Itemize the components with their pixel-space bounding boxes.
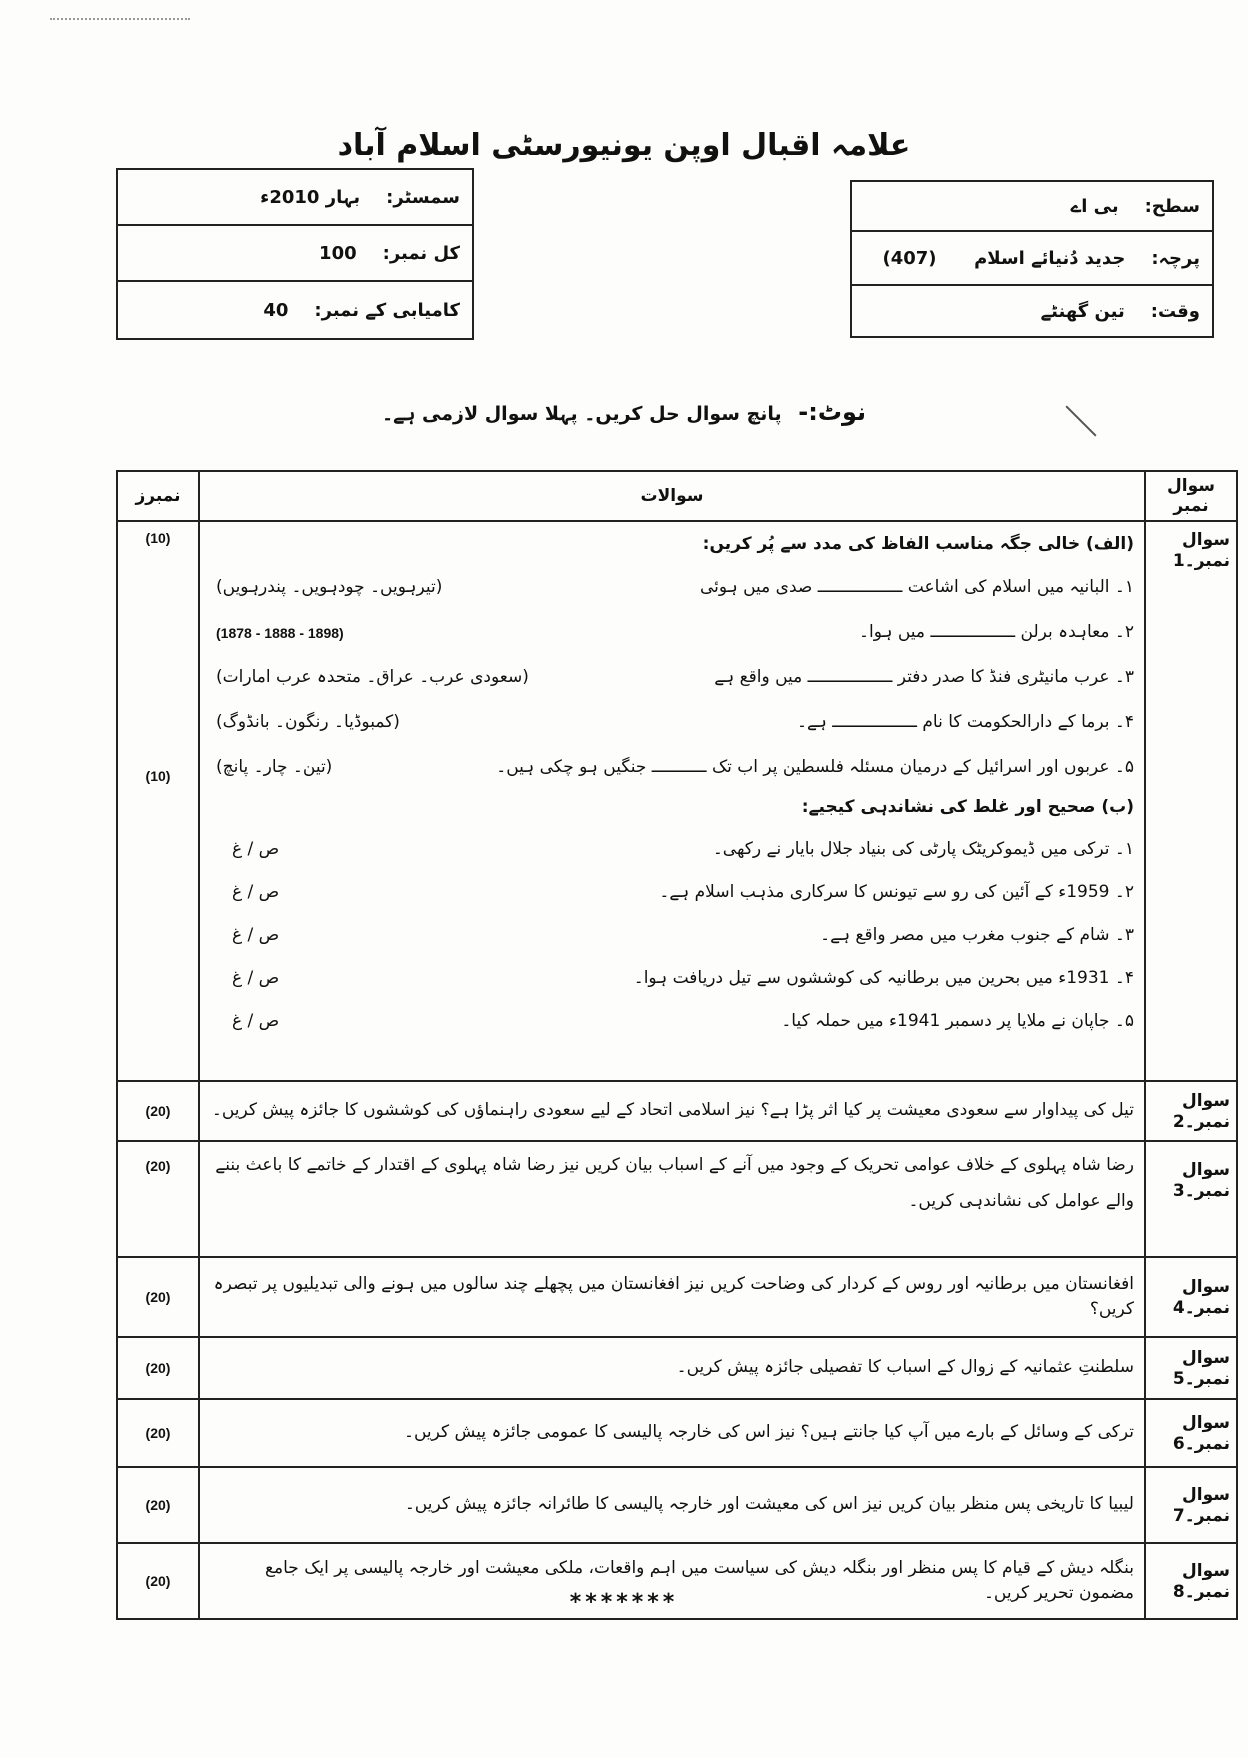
- pass-marks-value: 40: [263, 299, 289, 321]
- tf-choice: ص / غ: [232, 1010, 280, 1031]
- question-1-row: [117, 521, 1237, 1081]
- question-text: لیبیا کا تاریخی پس منظر بیان کریں نیز اس کی معیشت اور خارجہ پالیسی کا طائرانہ جائزہ پیش کریں۔: [199, 1467, 1145, 1543]
- question-marks: (20): [117, 1543, 199, 1619]
- header-question-number: سوال نمبر: [1145, 471, 1237, 521]
- total-marks-value: 100: [319, 242, 357, 264]
- question-number: سوال نمبر۔3: [1145, 1141, 1237, 1257]
- fill-item-options: (کمبوڈیا۔ رنگون۔ بانڈوگ): [216, 712, 400, 733]
- tf-item: [210, 914, 1134, 957]
- question-1-body: [199, 521, 1145, 1081]
- question-marks: (20): [117, 1141, 199, 1257]
- part-b-heading: (ب) صحیح اور غلط کی نشاندہی کیجیے:: [801, 796, 1134, 817]
- question-marks: (20): [117, 1399, 199, 1467]
- fill-item-text: ۲۔ معاہدہ برلن ـــــــــــــــــ میں ہوا۔: [859, 622, 1134, 643]
- question-text: ترکی کے وسائل کے بارے میں آپ کیا جانتے ہیں؟ نیز اس کی خارجہ پالیسی کا عمومی جائزہ پیش کریں۔: [199, 1399, 1145, 1467]
- question-row: [117, 1337, 1237, 1399]
- table-header-row: [117, 471, 1237, 521]
- question-row: [117, 1467, 1237, 1543]
- question-text: رضا شاہ پہلوی کے خلاف عوامی تحریک کے وجود میں آنے کے اسباب بیان کریں نیز رضا شاہ پہلوی کے اقتدار کے خاتمے کا باعث بننے والے عوامل کی نشاندہی کریں۔: [199, 1141, 1145, 1257]
- tf-item: [210, 871, 1134, 914]
- note-text: پانچ سوال حل کریں۔ پہلا سوال لازمی ہے۔: [382, 403, 782, 425]
- question-number: سوال نمبر۔2: [1145, 1081, 1237, 1141]
- question-number: سوال نمبر۔8: [1145, 1543, 1237, 1619]
- tf-item-text: ۲۔ 1959ء کے آئین کی رو سے تیونس کا سرکاری مذہب اسلام ہے۔: [659, 881, 1134, 902]
- end-stars: *******: [569, 1590, 679, 1615]
- fill-item: [210, 746, 1134, 791]
- question-row: [117, 1257, 1237, 1337]
- fill-item-options: (سعودی عرب۔ عراق۔ متحدہ عرب امارات): [216, 667, 529, 688]
- fill-item-options: (1898 - 1888 - 1878): [216, 624, 344, 641]
- question-text: سلطنتِ عثمانیہ کے زوال کے اسباب کا تفصیلی جائزہ پیش کریں۔: [199, 1337, 1145, 1399]
- university-title: علامہ اقبال اوپن یونیورسٹی اسلام آباد: [337, 128, 911, 163]
- total-marks-row: [118, 226, 472, 282]
- fill-item-text: ۴۔ برما کے دارالحکومت کا نام ـــــــــــــــــ ہے۔: [797, 712, 1134, 733]
- fill-item: [210, 566, 1134, 611]
- total-marks-label: کل نمبر:: [382, 242, 460, 264]
- tf-item-text: ۳۔ شام کے جنوب مغرب میں مصر واقع ہے۔: [820, 924, 1134, 945]
- part-b-marks: (10): [145, 768, 171, 784]
- semester-label: سمسٹر:: [386, 186, 460, 208]
- paper-row: [852, 232, 1212, 286]
- tf-choice: ص / غ: [232, 967, 280, 988]
- time-label: وقت:: [1150, 300, 1200, 322]
- time-row: [852, 286, 1212, 336]
- fill-item-text: ۱۔ البانیہ میں اسلام کی اشاعت ـــــــــــــــــ صدی میں ہوئی: [700, 577, 1134, 598]
- tf-item: [210, 957, 1134, 1000]
- question-row: [117, 1399, 1237, 1467]
- level-value: بی اے: [1070, 195, 1119, 217]
- level-label: سطح:: [1144, 195, 1200, 217]
- time-value: تین گھنٹے: [1040, 300, 1125, 322]
- fill-item: [210, 611, 1134, 656]
- pass-marks-label: کامیابی کے نمبر:: [314, 299, 460, 321]
- note-label: نوٹ:-: [798, 398, 866, 426]
- part-a-heading: (الف) خالی جگہ مناسب الفاظ کی مدد سے پُر کریں:: [702, 534, 1134, 554]
- question-row: [117, 1141, 1237, 1257]
- pass-marks-row: [118, 282, 472, 338]
- note: [0, 398, 1248, 426]
- question-1-marks: [117, 521, 199, 1081]
- paper-value: جدید دُنیائے اسلام (407): [882, 247, 1126, 269]
- question-marks: (20): [117, 1337, 199, 1399]
- question-text: بنگلہ دیش کے قیام کا پس منظر اور بنگلہ دیش کی سیاست میں اہم واقعات، ملکی معیشت اور خارجہ پالیسی پر ایک جامع مضمون تحریر کریں۔: [199, 1543, 1145, 1619]
- question-text: تیل کی پیداوار سے سعودی معیشت پر کیا اثر پڑا ہے؟ نیز اسلامی اتحاد کے لیے سعودی راہنماؤں کی کوششوں کا جائزہ پیش کریں۔: [199, 1081, 1145, 1141]
- tf-item-text: ۵۔ جاپان نے ملایا پر دسمبر 1941ء میں حملہ کیا۔: [781, 1010, 1134, 1031]
- semester-value: بہار 2010ء: [260, 186, 361, 208]
- tf-item-text: ۴۔ 1931ء میں بحرین میں برطانیہ کی کوششوں سے تیل دریافت ہوا۔: [633, 967, 1134, 988]
- scan-artifact: [50, 18, 190, 28]
- tf-choice: ص / غ: [232, 924, 280, 945]
- header-questions: سوالات: [199, 471, 1145, 521]
- question-number: سوال نمبر۔7: [1145, 1467, 1237, 1543]
- question-number: سوال نمبر۔6: [1145, 1399, 1237, 1467]
- semester-row: [118, 170, 472, 226]
- question-row: [117, 1081, 1237, 1141]
- fill-item-options: (تین۔ چار۔ پانچ): [216, 757, 333, 778]
- fill-item: [210, 656, 1134, 701]
- tf-choice: ص / غ: [232, 838, 280, 859]
- fill-item-text: ۳۔ عرب مانیٹری فنڈ کا صدر دفتر ـــــــــــــــــ میں واقع ہے: [714, 667, 1134, 688]
- question-number: سوال نمبر۔5: [1145, 1337, 1237, 1399]
- question-marks: (20): [117, 1467, 199, 1543]
- semester-box: [116, 168, 474, 340]
- question-marks: (20): [117, 1257, 199, 1337]
- level-row: [852, 182, 1212, 232]
- fill-item: [210, 701, 1134, 746]
- tf-choice: ص / غ: [232, 881, 280, 902]
- tf-item-text: ۱۔ ترکی میں ڈیموکریٹک پارٹی کی بنیاد جلال بایار نے رکھی۔: [712, 838, 1134, 859]
- header-marks: نمبرز: [117, 471, 199, 521]
- part-a-marks: (10): [145, 530, 171, 546]
- fill-item-text: ۵۔ عربوں اور اسرائیل کے درمیان مسئلہ فلسطین پر اب تک ـــــــــــ جنگیں ہو چکی ہیں۔: [496, 757, 1134, 778]
- course-box: [850, 180, 1214, 338]
- paper-label: پرچہ:: [1151, 247, 1200, 269]
- fill-item-options: (تیرہویں۔ چودہویں۔ پندرہویں): [216, 577, 443, 598]
- question-1-number: سوال نمبر۔1: [1145, 521, 1237, 1081]
- question-marks: (20): [117, 1081, 199, 1141]
- question-number: سوال نمبر۔4: [1145, 1257, 1237, 1337]
- tf-item: [210, 828, 1134, 871]
- questions-table: [116, 470, 1238, 1620]
- question-text: افغانستان میں برطانیہ اور روس کے کردار کی وضاحت کریں نیز افغانستان میں پچھلے چند سالوں میں ہونے والی تبدیلیوں پر تبصرہ کریں؟: [199, 1257, 1145, 1337]
- tf-item: [210, 1000, 1134, 1043]
